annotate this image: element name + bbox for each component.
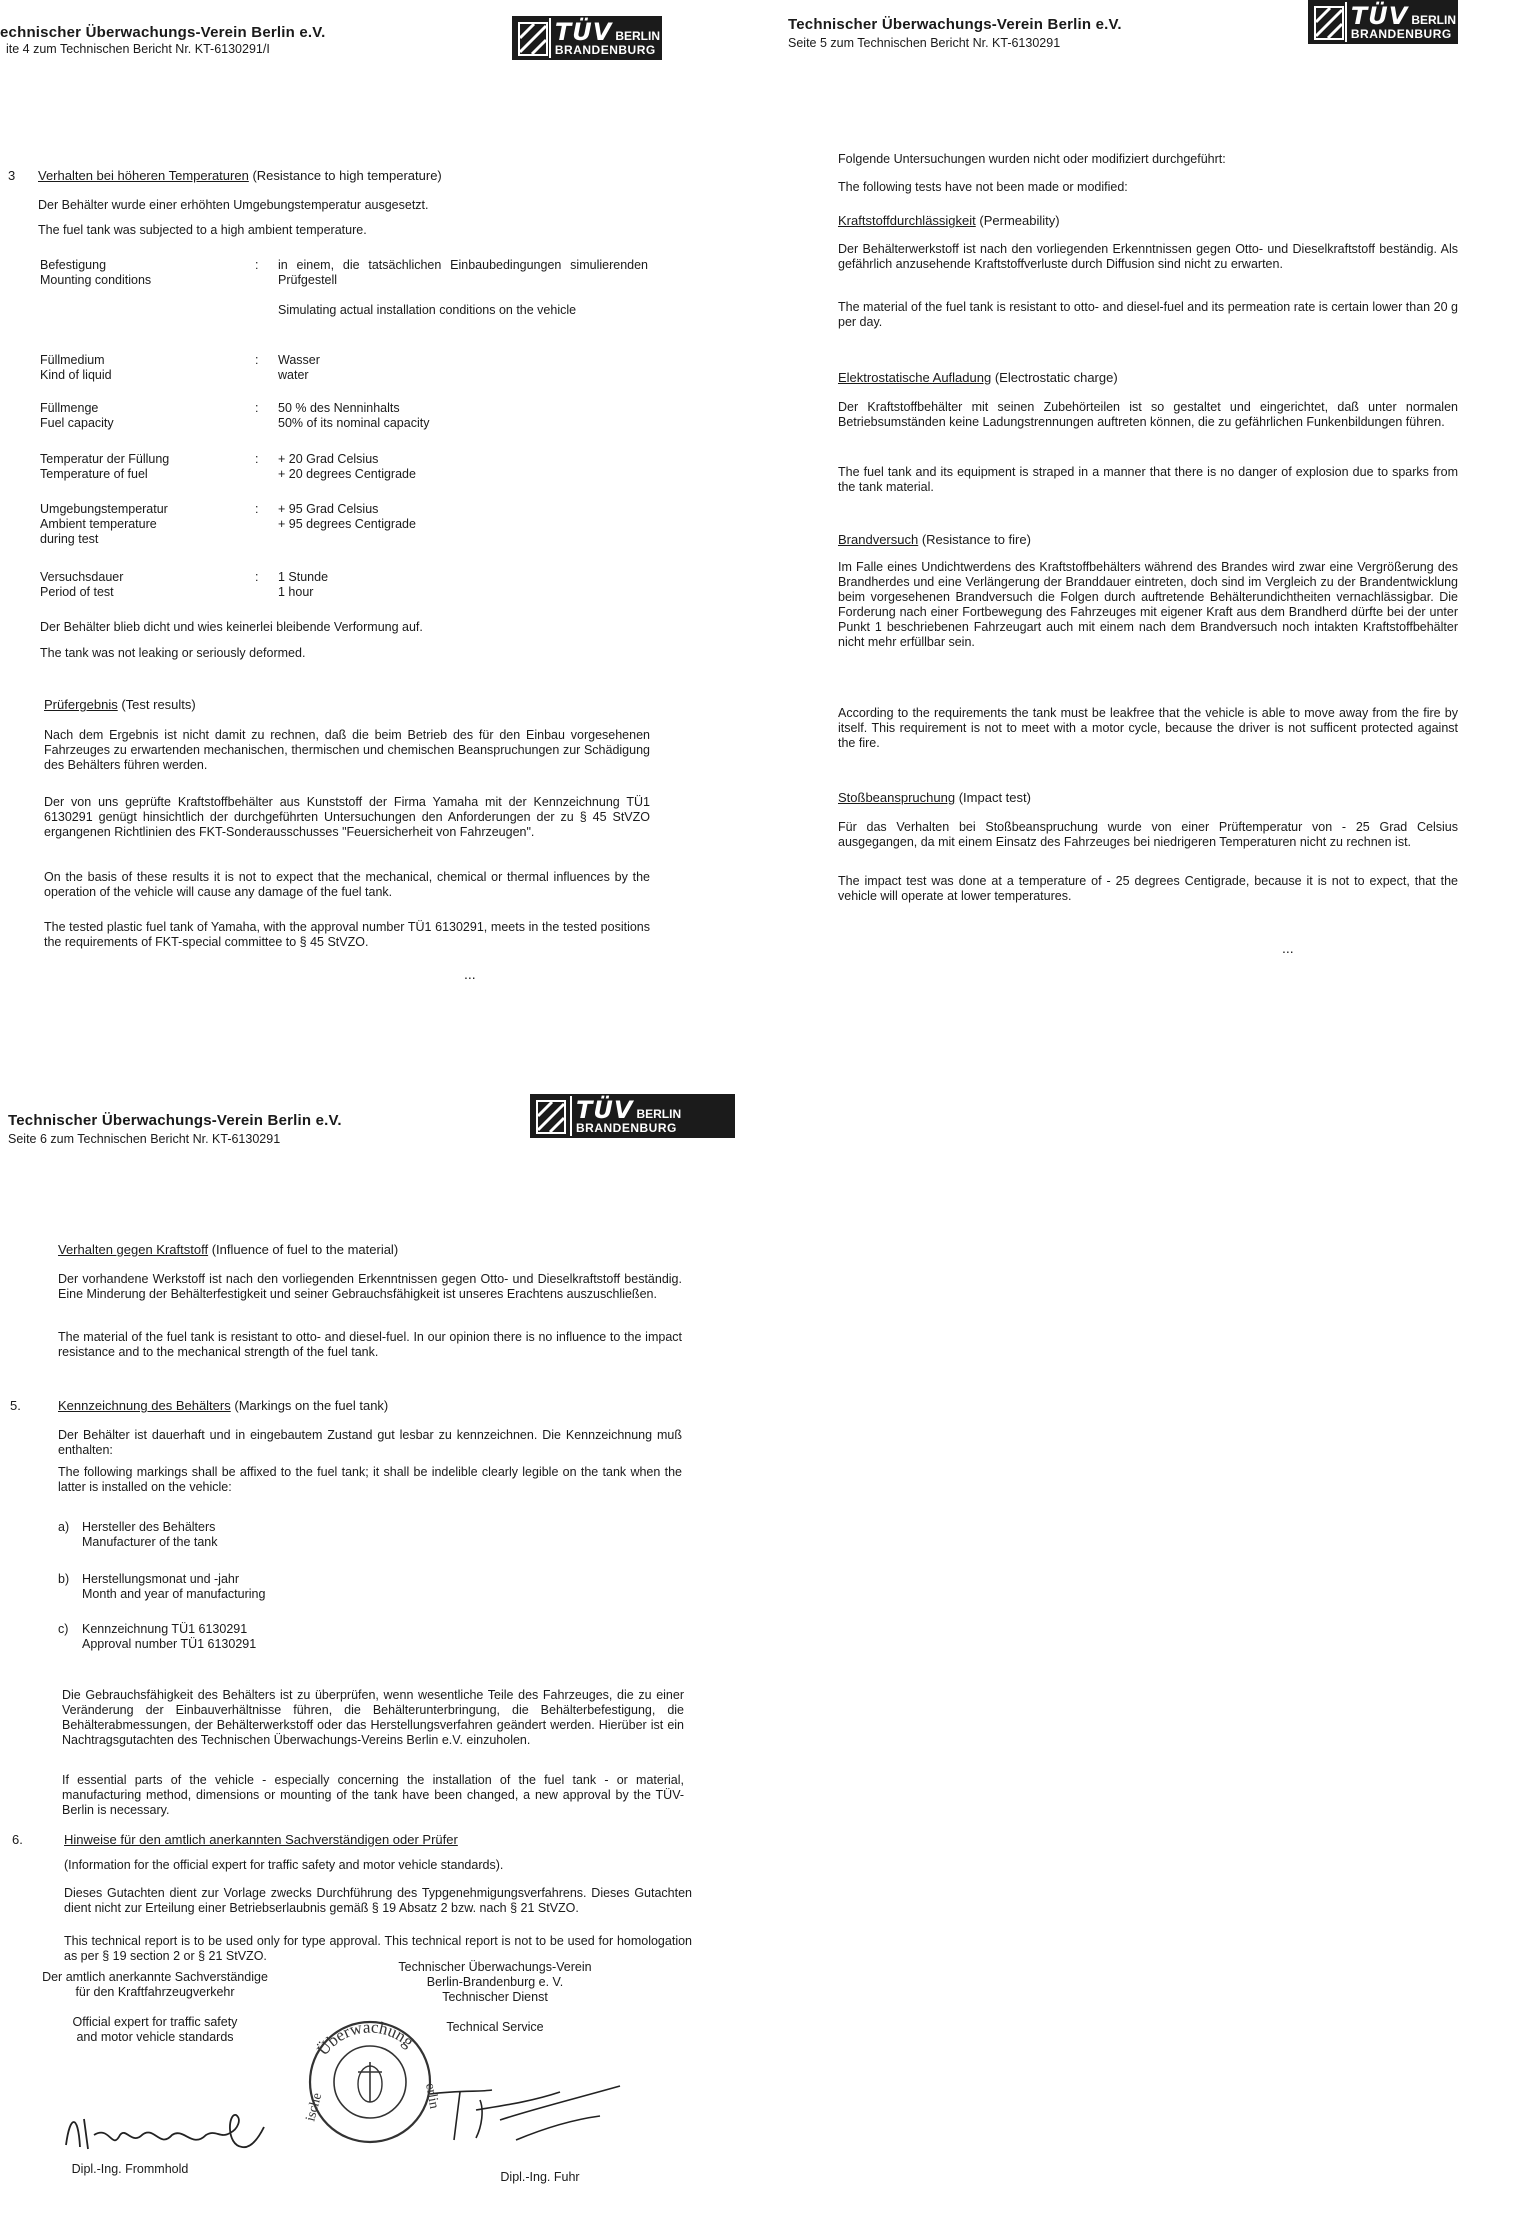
marking-label: a)	[58, 1520, 70, 1534]
page-header-subtitle: Seite 6 zum Technischen Bericht Nr. KT-6130291	[8, 1132, 281, 1146]
test-results-title: Prüfergebnis	[44, 697, 118, 712]
page-header-org: Technischer Überwachungs-Verein Berlin e.V.	[788, 16, 1122, 33]
intro-de: Folgende Untersuchungen wurden nicht oder modifiziert durchgeführt:	[838, 152, 1226, 166]
usage-de: Die Gebrauchsfähigkeit des Behälters ist zu überprüfen, wenn wesentliche Teile des Fahrzeuges, die zu einer Veränderung der Einbauverhältnisse führen, die Behälterunterbringung, die Behälterbefestigung, die Behälterabmessungen, der Behälterwerkstoff oder das Herstellungsverfahren geändert werden. Hierüber ist ein Nachtragsgutachten des Technischen Überwachungs-Vereins Berlin e.V. einzuholen.	[62, 1688, 684, 1747]
permeability-en: The material of the fuel tank is resistant to otto- and diesel-fuel and its permeation rate is certain lower than 20 g per day.	[838, 300, 1458, 329]
param-value: 50 % des Nenninhalts 50% of its nominal capacity	[278, 401, 430, 430]
logo-brandenburg-text: BRANDENBURG	[576, 1121, 677, 1135]
signatory-right-caption: Technischer Überwachungs-Verein Berlin-Brandenburg e. V. Technischer Dienst Technical Service	[398, 1960, 592, 2034]
impact-de: Für das Verhalten bei Stoßbeanspruchung wurde von einer Prüftemperatur von - 25 Grad Celsius ausgegangen, da mit einem Einsatz des Fahrzeuges bei niedrigeren Temperaturen nicht zu rechnen ist.	[838, 820, 1458, 849]
section-6-number: 6.	[12, 1832, 23, 1847]
logo-brandenburg-text: BRANDENBURG	[554, 43, 656, 57]
tuv-logo	[530, 1094, 735, 1138]
signature-right	[420, 2080, 640, 2150]
impact-en: The impact test was done at a temperature of - 25 degrees Centigrade, because it is not to expect, that the vehicle will operate at lower temperatures.	[838, 874, 1458, 903]
continuation-mark: ...	[464, 966, 476, 982]
section-title: Verhalten bei höheren Temperaturen	[38, 168, 249, 183]
electrostatic-de: Der Kraftstoffbehälter mit seinen Zubehörteilen ist so gestaltet und eingerichtet, daß unter normalen Betriebsumständen keine Ladungstrennungen auftreten können, die zu gefährlichen Funkenbildungen führen.	[838, 400, 1458, 429]
signature-left	[60, 2105, 280, 2161]
tuv-emblem-icon	[514, 18, 551, 58]
impact-title-en: (Impact test)	[958, 790, 1031, 805]
marking-de: Hersteller des Behälters	[82, 1520, 216, 1534]
param-colon: :	[255, 353, 259, 367]
results-paragraph-2: Der von uns geprüfte Kraftstoffbehälter aus Kunststoff der Firma Yamaha mit der Kennzeichnung TÜ1 6130291 genügt hinsichtlich der durchgeführten Untersuchungen den Anforderungen der zu § 45 StVZO ergangenen Richtlinien des FKT-Sonderausschusses "Feuersicherheit von Fahrzeugen".	[44, 795, 650, 839]
tuv-emblem-icon	[532, 1096, 572, 1136]
results-paragraph-4: The tested plastic fuel tank of Yamaha, with the approval number TÜ1 6130291, meets in the tested positions the requirements of FKT-special committee to § 45 StVZO.	[44, 920, 650, 949]
report-page-6	[0, 1080, 760, 2231]
fuel-en: The material of the fuel tank is resistant to otto- and diesel-fuel. In our opinion there is no influence to the impact resistance and to the mechanical strength of the fuel tank.	[58, 1330, 682, 1359]
report-page-5	[782, 0, 1528, 1030]
logo-berlin-text: BERLIN	[615, 29, 660, 43]
logo-berlin-text: BERLIN	[636, 1107, 682, 1121]
section-heading	[38, 168, 442, 183]
param-value: Wasser water	[278, 353, 320, 382]
marking-en: Manufacturer of the tank	[82, 1535, 218, 1549]
results-paragraph-1: Nach dem Ergebnis ist nicht damit zu rechnen, daß die beim Betrieb des für den Einbau vorgesehenen Fahrzeuges zu erwartenden mechanischen, thermischen und chemischen Beanspruchungen zur Schädigung des Behälters führen werden.	[44, 728, 650, 772]
section-number: 3	[8, 168, 16, 183]
intro-en: The following tests have not been made or modified:	[838, 180, 1128, 194]
param-value: 1 Stunde 1 hour	[278, 570, 329, 599]
stamp-text: Überwachung	[313, 2017, 418, 2060]
logo-tuv-text: TÜV	[1350, 2, 1409, 30]
permeability-title: Kraftstoffdurchlässigkeit	[838, 213, 976, 228]
marking-label: c)	[58, 1622, 69, 1636]
page-header-org: Technischer Überwachungs-Verein Berlin e.V.	[8, 1112, 342, 1129]
fuel-heading	[58, 1242, 398, 1257]
marking-en: Approval number TÜ1 6130291	[82, 1637, 257, 1651]
tuv-logo	[1308, 0, 1458, 44]
stamp-right-text: erlin	[422, 2082, 442, 2110]
expert-title: Hinweise für den amtlich anerkannten Sachverständigen oder Prüfer	[64, 1832, 458, 1847]
expert-en: This technical report is to be used only for type approval. This technical report is not to be used for homologation as per § 19 section 2 or § 21 StVZO.	[64, 1934, 692, 1963]
param-colon: :	[255, 452, 259, 466]
signatory-right-name: Dipl.-Ing. Fuhr	[500, 2170, 580, 2184]
electrostatic-title: Elektrostatische Aufladung	[838, 370, 992, 385]
param-key: Umgebungstemperatur Ambient temperature during test	[40, 502, 168, 546]
result-en: The tank was not leaking or seriously deformed.	[40, 646, 306, 660]
fire-title-en: (Resistance to fire)	[921, 532, 1031, 547]
fire-de: Im Falle eines Undichtwerdens des Kraftstoffbehälters während des Brandes wird zwar eine Vergrößerung des Brandherdes und eine Verlängerung der Branddauer eintreten, doch sind im Vergleich zu der Brandentwicklung beim vorgesehenen Brandversuch die Folgen durch auftretende Behälterundichtheiten vernachlässigbar. Die Forderung nach einer Fortbewegung des Fahrzeuges mit eigener Kraft aus dem Brandherd dürfte bei der unter Punkt 1 beschriebenen Fahrzeugart auch mit einem nach dem Brandversuch noch intakten Kraftstoffbehälter nicht mehr erfüllbar sein.	[838, 560, 1458, 649]
markings-de: Der Behälter ist dauerhaft und in eingebautem Zustand gut lesbar zu kennzeichnen. Die Kennzeichnung muß enthalten:	[58, 1428, 682, 1457]
marking-label: b)	[58, 1572, 70, 1586]
param-key: Füllmedium Kind of liquid	[40, 353, 112, 382]
intro-en: The fuel tank was subjected to a high ambient temperature.	[38, 223, 367, 237]
marking-en: Month and year of manufacturing	[82, 1587, 266, 1601]
impact-heading	[838, 790, 1031, 805]
expert-heading	[64, 1832, 458, 1847]
result-de: Der Behälter blieb dicht und wies keinerlei bleibende Verformung auf.	[40, 620, 423, 634]
param-colon: :	[255, 401, 259, 415]
report-page-4	[0, 0, 760, 1030]
fuel-de: Der vorhandene Werkstoff ist nach den vorliegenden Erkenntnissen gegen Otto- und Dieselkraftstoff beständig. Eine Minderung der Behälterfestigkeit und seiner Gebrauchsfähigkeit ist unseres Erachtens auszuschließen.	[58, 1272, 682, 1301]
electrostatic-heading	[838, 370, 1118, 385]
fire-en: According to the requirements the tank must be leakfree that the vehicle is able to move away from the fire by itself. This requirement is not to meet with a motor cycle, because the driver is not sufficent protected against the fire.	[838, 706, 1458, 750]
expert-subtitle: (Information for the official expert for traffic safety and motor vehicle standards).	[64, 1858, 504, 1872]
param-value: + 95 Grad Celsius + 95 degrees Centigrade	[278, 502, 416, 531]
continuation-mark: ...	[1282, 940, 1294, 956]
usage-en: If essential parts of the vehicle - especially concerning the installation of the fuel tank - or material, manufacturing method, dimensions or mounting of the tank have been changed, a new approval by the TÜV-Berlin is necessary.	[62, 1773, 684, 1817]
param-key: Befestigung Mounting conditions	[40, 258, 152, 287]
logo-brandenburg-text: BRANDENBURG	[1350, 27, 1452, 41]
electrostatic-en: The fuel tank and its equipment is straped in a manner that there is no danger of explosion due to sparks from the tank material.	[838, 465, 1458, 494]
fire-title: Brandversuch	[838, 532, 919, 547]
markings-heading	[58, 1398, 388, 1413]
markings-title-en: (Markings on the fuel tank)	[234, 1398, 389, 1413]
param-key: Versuchsdauer Period of test	[40, 570, 124, 599]
param-value: + 20 Grad Celsius + 20 degrees Centigrade	[278, 452, 416, 481]
param-colon: :	[255, 258, 259, 272]
stamp-left-text: ische	[303, 2091, 326, 2124]
page-header-subtitle: ite 4 zum Technischen Bericht Nr. KT-6130291/I	[6, 42, 270, 56]
param-key: Temperatur der Füllung Temperature of fuel	[40, 452, 170, 481]
param-key: Füllmenge Fuel capacity	[40, 401, 114, 430]
page-header-org: echnischer Überwachungs-Verein Berlin e.V.	[0, 24, 326, 41]
markings-title: Kennzeichnung des Behälters	[58, 1398, 231, 1413]
logo-tuv-text: TÜV	[554, 18, 613, 46]
fire-heading	[838, 532, 1031, 547]
logo-tuv-text: TÜV	[576, 1096, 634, 1124]
param-colon: :	[255, 570, 259, 584]
logo-berlin-text: BERLIN	[1411, 13, 1456, 27]
permeability-heading	[838, 213, 1060, 228]
tuv-logo	[512, 16, 662, 60]
electrostatic-title-en: (Electrostatic charge)	[994, 370, 1118, 385]
test-results-title-en: (Test results)	[121, 697, 196, 712]
fuel-title-en: (Influence of fuel to the material)	[211, 1242, 399, 1257]
permeability-de: Der Behälterwerkstoff ist nach den vorliegenden Erkenntnissen gegen Otto- und Dieselkraftstoff beständig. Als gefährlich anzusehende Kraftstoffverluste durch Diffusion sind nicht zu erwarten.	[838, 242, 1458, 271]
signatory-left-caption: Der amtlich anerkannte Sachverständige für den Kraftfahrzeugverkehr Official expert for traffic safety and motor vehicle standards	[42, 1970, 268, 2044]
param-value: in einem, die tatsächlichen Einbaubedingungen simulierenden Prüfgestell Simulating actual installation conditions on the vehicle	[278, 258, 648, 317]
param-colon: :	[255, 502, 259, 516]
tuv-emblem-icon	[1310, 2, 1347, 42]
expert-de: Dieses Gutachten dient zur Vorlage zwecks Durchführung des Typgenehmigungsverfahrens. Dieses Gutachten dient nicht zur Erteilung einer Betriebserlaubnis gemäß § 19 Absatz 2 bzw. nach § 21 StVZO.	[64, 1886, 692, 1915]
test-results-heading	[44, 697, 196, 712]
page-header-subtitle: Seite 5 zum Technischen Bericht Nr. KT-6130291	[788, 36, 1061, 50]
section-title-en: (Resistance to high temperature)	[252, 168, 442, 183]
markings-en: The following markings shall be affixed to the fuel tank; it shall be indelible clearly legible on the tank when the latter is installed on the vehicle:	[58, 1465, 682, 1494]
permeability-title-en: (Permeability)	[979, 213, 1060, 228]
results-paragraph-3: On the basis of these results it is not to expect that the mechanical, chemical or thermal influences by the operation of the vehicle will cause any damage of the fuel tank.	[44, 870, 650, 899]
intro-de: Der Behälter wurde einer erhöhten Umgebungstemperatur ausgesetzt.	[38, 198, 429, 212]
section-5-number: 5.	[10, 1398, 21, 1413]
impact-title: Stoßbeanspruchung	[838, 790, 956, 805]
signatory-left-name: Dipl.-Ing. Frommhold	[71, 2162, 189, 2176]
marking-de: Kennzeichnung TÜ1 6130291	[82, 1622, 248, 1636]
marking-de: Herstellungsmonat und -jahr	[82, 1572, 240, 1586]
fuel-title: Verhalten gegen Kraftstoff	[58, 1242, 209, 1257]
